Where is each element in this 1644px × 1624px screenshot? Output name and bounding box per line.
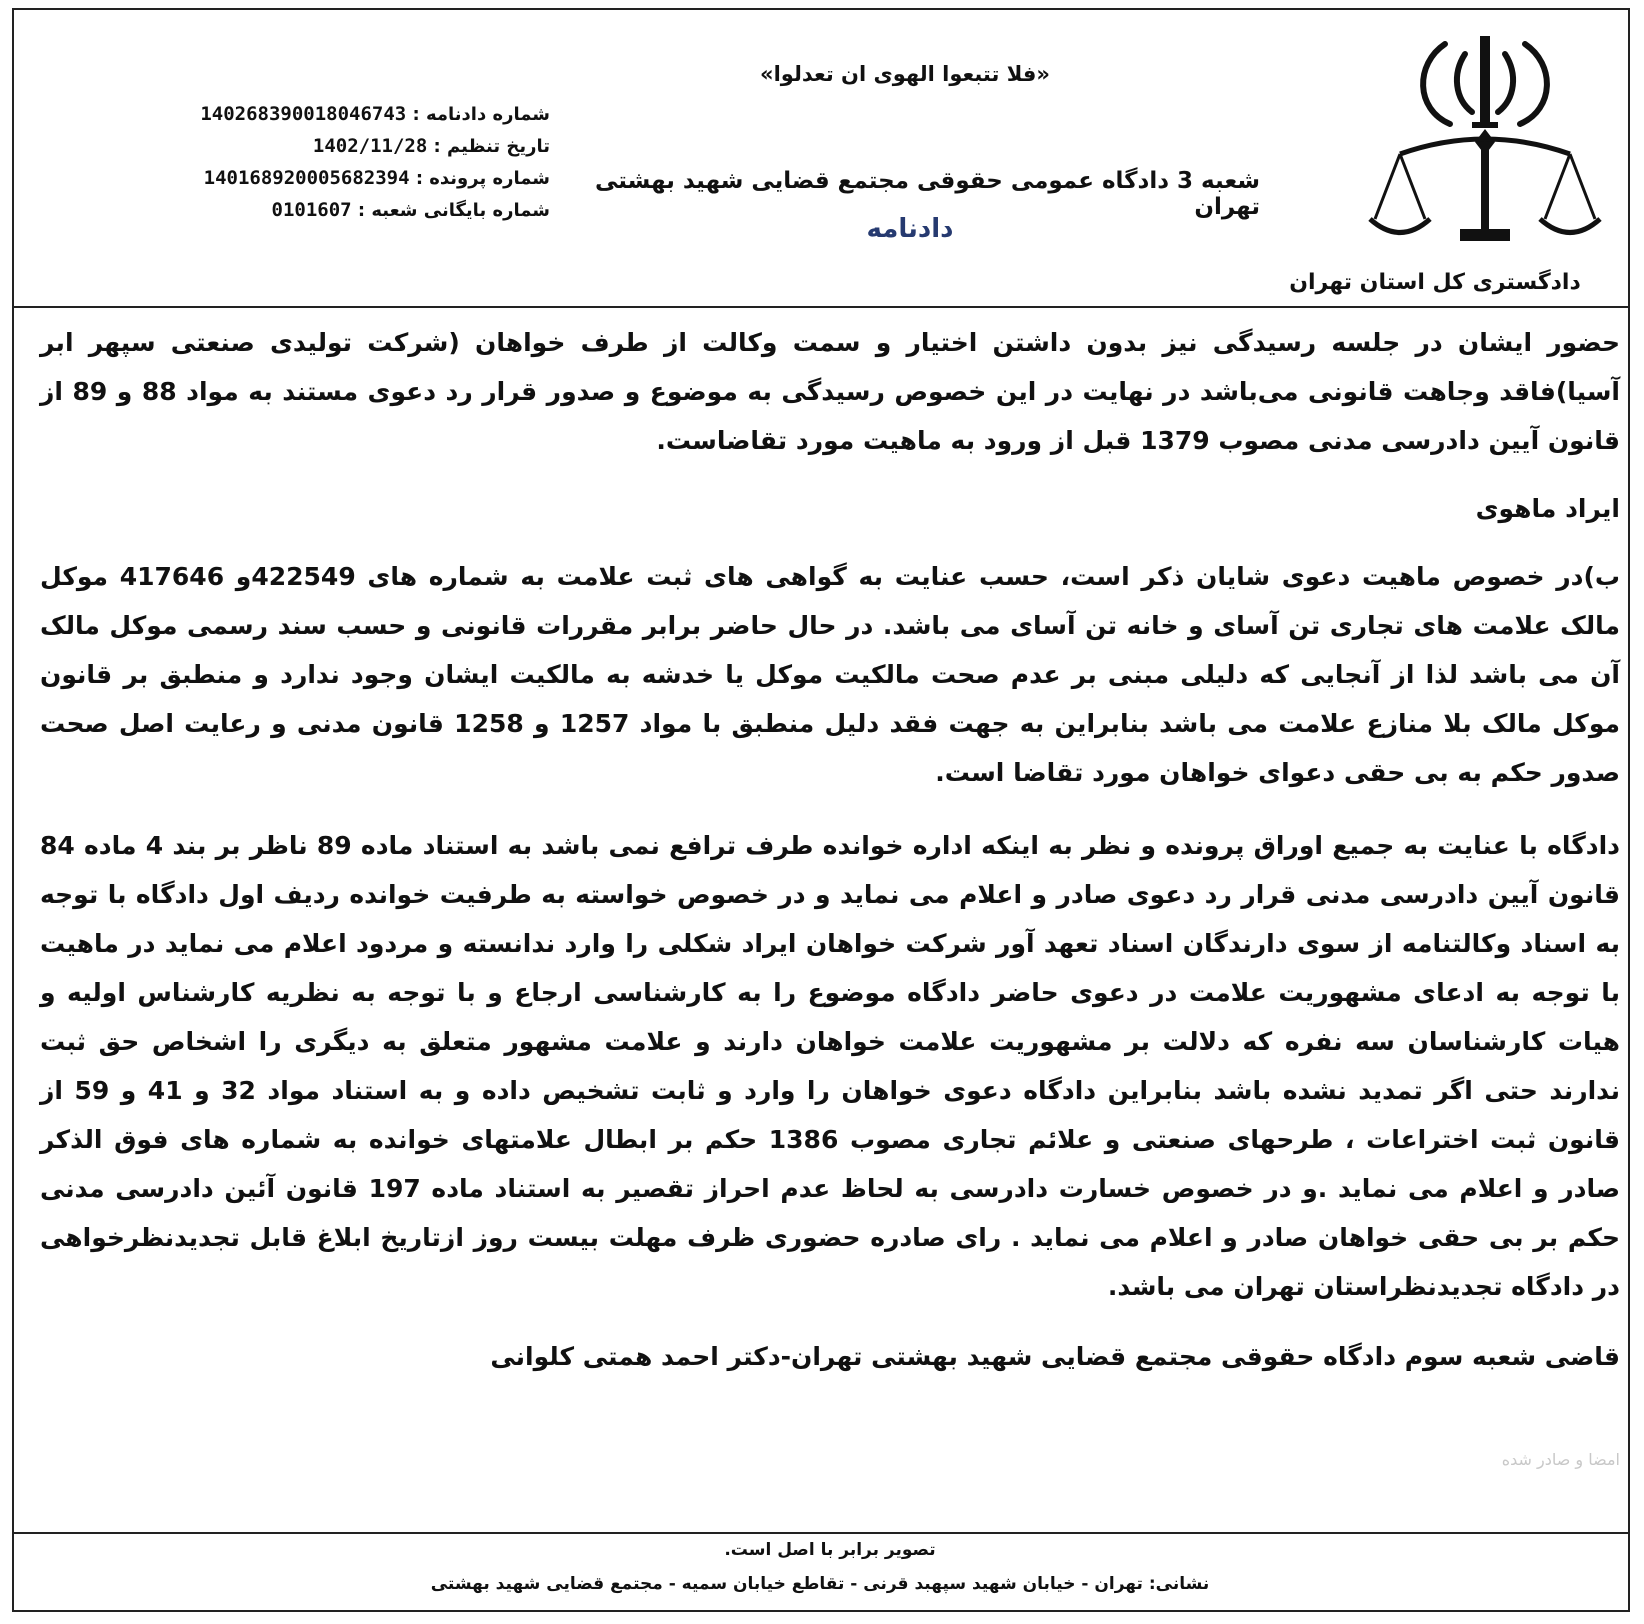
meta-verdict-number [140,98,550,130]
meta-date [140,130,550,162]
meta-value: 140168920005682394 [203,167,410,189]
court-branch: شعبه 3 دادگاه عمومی حقوقی مجتمع قضایی شهید بهشتی تهران [595,168,1260,220]
verdict-body [40,318,1620,1311]
verse-heading: «فلا تتبعوا الهوی ان تعدلوا» [760,62,1050,86]
footer-divider [12,1532,1630,1534]
meta-value: 0101607 [271,199,352,221]
paragraph-ruling: دادگاه با عنایت به جمیع اوراق پرونده و نظر به اینکه اداره خوانده طرف ترافع نمی باشد به استناد ماده 89 ناظر بر بند 4 ماده 84 قانون آیین دادرسی مدنی قرار رد دعوی صادر و اعلام می نماید و در خصوص خواسته به طرفیت خوانده ردیف اول دادگاه با توجه به اسناد وکالتنامه از سوی دارندگان اسناد تعهد آور شرکت خواهان ایراد شکلی را وارد ندانسته و مردود اعلام می نماید در ماهیت با توجه به ادعای مشهوریت علامت در دعوی حاضر دادگاه موضوع را به کارشناسی ارجاع و با توجه به نظریه کارشناس اولیه و هیات کارشناسان سه نفره که دلالت بر مشهوریت علامت خواهان دارند و علامت مشهور متعلق به دیگری را اشخاص حق ثبت ندارند حتی اگر تمدید نشده باشد بنابراین دادگاه دعوی خواهان را وارد و ثابت تشخیص داده و به استناد مواد 32 و 41 و 59 از قانون ثبت اختراعات ، طرحهای صنعتی و علائم تجاری مصوب 1386 حکم بر ابطال علامتهای خوانده به شماره های فوق الذکر صادر و اعلام می نماید .و در خصوص خسارت دادرسی به لحاظ عدم احراز تقصیر به استناد ماده 197 قانون آئین دادرسی مدنی حکم بر بی حقی خواهان صادر و اعلام می نماید . رای صادره حضوری ظرف مهلت بیست روز ازتاریخ ابلاغ قابل تجدیدنظرخواهی در دادگاه تجدیدنظراستان تهران می باشد. [40,831,1620,1301]
paragraph-intro: حضور ایشان در جلسه رسیدگی نیز بدون داشتن اختیار و سمت وکالت از طرف خواهان (شرکت تولیدی صنعتی سپهر ابر آسیا)فاقد وجاهت قانونی می‌باشد در نهایت در این خصوص رسیدگی به موضوع و صدور قرار رد دعوی مستند به مواد 88 و 89 از قانون آیین دادرسی مدنی مصوب 1379 قبل از ورود به ماهیت مورد تقاضاست. [40,328,1620,455]
meta-label: تاریخ تنظیم : [433,136,550,157]
section-heading: ایراد ماهوی [1475,494,1620,523]
meta-label: شماره بایگانی شعبه : [357,200,550,221]
meta-case-number [140,162,550,194]
certification-note: تصویر برابر با اصل است. [724,1540,936,1560]
meta-label: شماره پرونده : [415,168,550,189]
court-address: نشانی: تهران - خیابان شهید سپهبد قرنی - تقاطع خیابان سمیه - مجتمع قضایی شهید بهشتی [430,1574,1210,1594]
meta-label: شماره دادنامه : [412,104,550,125]
faint-stamp-note: امضا و صادر شده [1501,1450,1620,1469]
document-title: دادنامه [866,214,954,244]
header-divider [12,306,1630,308]
organization-name: دادگستری کل استان تهران [1289,270,1581,295]
paragraph-merits: ب)در خصوص ماهیت دعوی شایان ذکر است، حسب عنایت به گواهی های ثبت علامت به شماره های 422549و 417646 موکل مالک علامت های تجاری تن آسای و خانه تن آسای می باشد. در حال حاضر برابر مقررات قانونی و حسب سند رسمی موکل مالک آن می باشد لذا از آنجایی که دلیلی مبنی بر عدم صحت مالکیت موکل یا خدشه به مالکیت ایشان وجود ندارد و منطبق بر قانون موکل مالک بلا منازع علامت می باشد بنابراین به جهت فقد دلیل منطبق با مواد 1257 و 1258 قانون مدنی و رعایت اصل صحت صدور حکم به بی حقی دعوای خواهان مورد تقاضا است. [40,562,1620,787]
meta-value: 1402/11/28 [312,135,428,157]
meta-value: 140268390018046743 [200,103,407,125]
case-metadata [140,98,550,226]
judiciary-emblem-icon [1360,24,1610,264]
meta-archive-number [140,194,550,226]
judge-signature: قاضی شعبه سوم دادگاه حقوقی مجتمع قضایی شهید بهشتی تهران-دکتر احمد همتی کلوانی [490,1342,1620,1371]
